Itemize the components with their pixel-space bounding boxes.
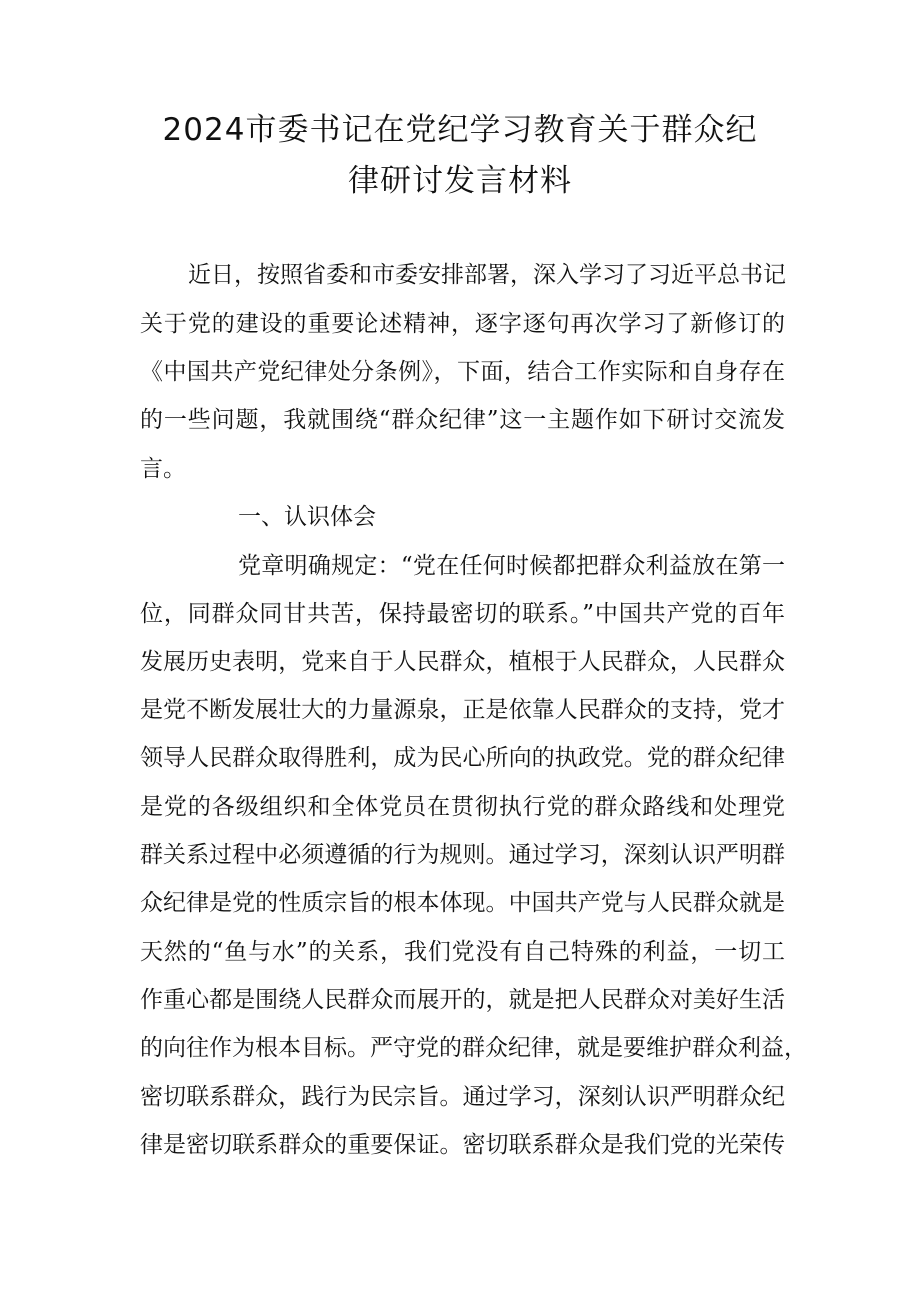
- section-paragraph-line: 群关系过程中必须遵循的行为规则。通过学习，深刻认识严明群: [140, 842, 785, 868]
- intro-paragraph-line: 《中国共产党纪律处分条例》，下面，结合工作实际和自身存在: [140, 359, 785, 385]
- section-paragraph-line: 是党的各级组织和全体党员在贯彻执行党的群众路线和处理党: [140, 794, 785, 820]
- intro-paragraph-line: 近日，按照省委和市委安排部署，深入学习了习近平总书记: [188, 262, 786, 288]
- section-paragraph-line: 的向往作为根本目标。严守党的群众纪律，就是要维护群众利益，: [140, 1035, 807, 1061]
- section-paragraph-line: 发展历史表明，党来自于人民群众，植根于人民群众，人民群众: [140, 649, 785, 675]
- intro-paragraph-line: 言。: [140, 456, 186, 482]
- section-heading: 一、认识体会: [238, 504, 376, 530]
- section-paragraph-line: 是党不断发展壮大的力量源泉，正是依靠人民群众的支持，党才: [140, 697, 785, 723]
- section-paragraph-line: 党章明确规定：“党在任何时候都把群众利益放在第一: [238, 553, 785, 579]
- document-title-line-1: 2024市委书记在党纪学习教育关于群众纪: [162, 112, 758, 148]
- section-paragraph-line: 位，同群众同甘共苦，保持最密切的联系。”中国共产党的百年: [140, 601, 785, 627]
- document-title-line-2: 律研讨发言材料: [348, 163, 572, 199]
- section-paragraph-line: 作重心都是围绕人民群众而展开的，就是把人民群众对美好生活: [140, 987, 785, 1013]
- section-paragraph-line: 律是密切联系群众的重要保证。密切联系群众是我们党的光荣传: [140, 1132, 785, 1158]
- intro-paragraph-line: 的一些问题，我就围绕“群众纪律”这一主题作如下研讨交流发: [140, 407, 785, 433]
- intro-paragraph-line: 关于党的建设的重要论述精神，逐字逐句再次学习了新修订的: [140, 311, 785, 337]
- section-paragraph-line: 天然的“鱼与水”的关系，我们党没有自己特殊的利益，一切工: [140, 939, 785, 965]
- section-paragraph-line: 领导人民群众取得胜利，成为民心所向的执政党。党的群众纪律: [140, 745, 785, 771]
- section-paragraph-line: 众纪律是党的性质宗旨的根本体现。中国共产党与人民群众就是: [140, 890, 785, 916]
- section-paragraph-line: 密切联系群众，践行为民宗旨。通过学习，深刻认识严明群众纪: [140, 1084, 785, 1110]
